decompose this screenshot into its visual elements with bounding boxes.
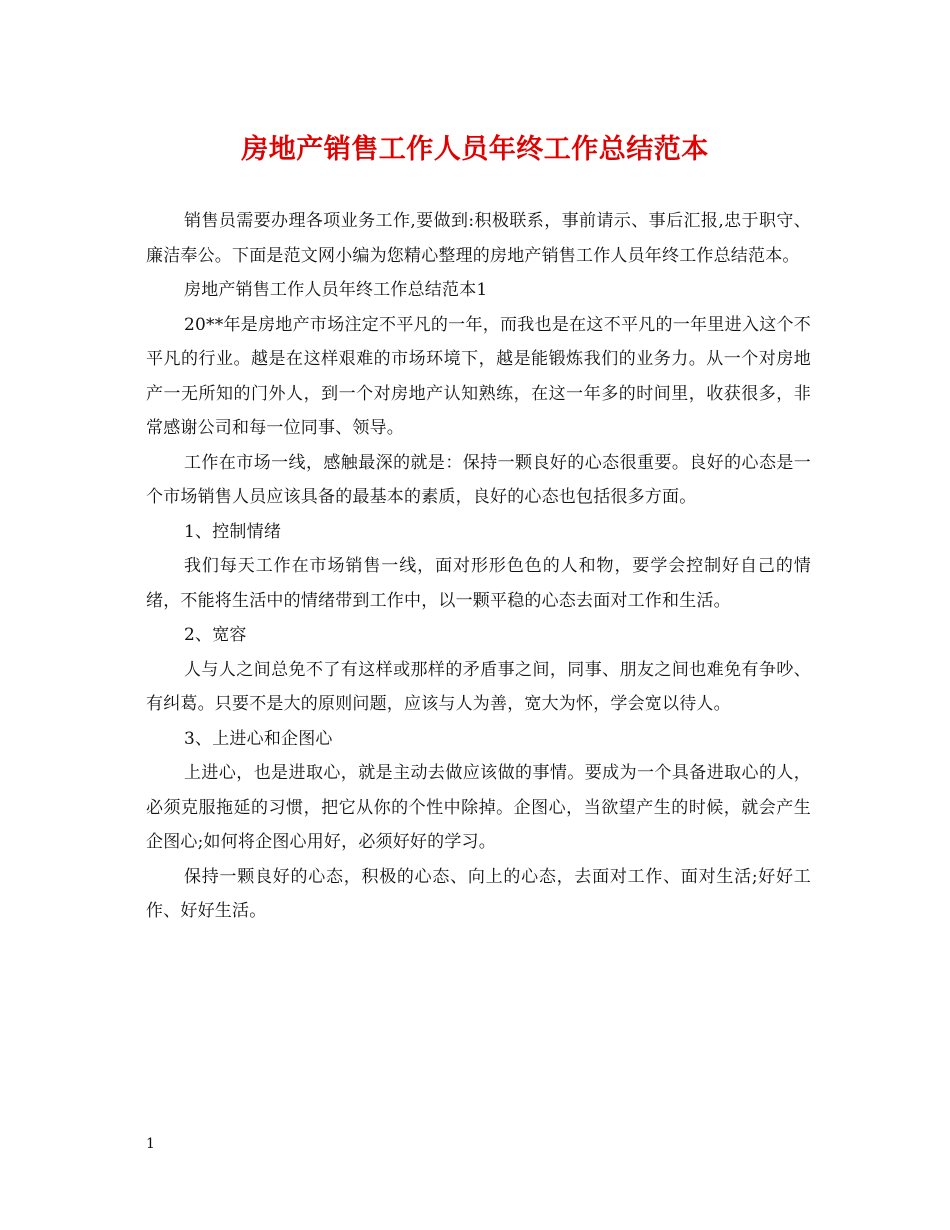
paragraph-year-overview: 20**年是房地产市场注定不平凡的一年，而我也是在这不平凡的一年里进入这个不平凡的行业。越是在这样艰难的市场环境下，越是能锻炼我们的业务力。从一个对房地产一无所知的门外人，到一个对房地产认知熟练，在这一年多的时间里，收获很多，非常感谢公司和每一位同事、领导。	[146, 314, 811, 438]
section-heading-sample-1: 房地产销售工作人员年终工作总结范本1	[184, 280, 488, 300]
document-title: 房地产销售工作人员年终工作总结范本	[241, 134, 709, 165]
subheading-tolerance: 2、宽容	[184, 625, 247, 645]
subheading-emotion-control: 1、控制情绪	[184, 521, 282, 542]
subheading-ambition: 3、上进心和企图心	[184, 728, 333, 749]
paragraph-tolerance: 人与人之间总免不了有这样或那样的矛盾事之间，同事、朋友之间也难免有争吵、有纠葛。只要不是大的原则问题，应该与人为善，宽大为怀，学会宽以待人。	[146, 659, 811, 714]
paragraph-intro: 销售员需要办理各项业务工作,要做到:积极联系，事前请示、事后汇报,忠于职守、廉洁奉公。下面是范文网小编为您精心整理的房地产销售工作人员年终工作总结范本。	[146, 211, 811, 266]
paragraph-ambition: 上进心，也是进取心，就是主动去做应该做的事情。要成为一个具备进取心的人，必须克服拖延的习惯，把它从你的个性中除掉。企图心，当欲望产生的时候，就会产生企图心;如何将企图心用好，必须好好的学习。	[146, 763, 811, 852]
paragraph-conclusion: 保持一颗良好的心态，积极的心态、向上的心态，去面对工作、面对生活;好好工作、好好生活。	[146, 866, 811, 921]
paragraph-mindset: 工作在市场一线，感触最深的就是：保持一颗良好的心态很重要。良好的心态是一个市场销售人员应该具备的最基本的素质，良好的心态也包括很多方面。	[146, 452, 811, 507]
document-body	[146, 204, 811, 929]
page-number: 1	[146, 1136, 155, 1152]
paragraph-emotion-control: 我们每天工作在市场销售一线，面对形形色色的人和物，要学会控制好自己的情绪，不能将生活中的情绪带到工作中，以一颗平稳的心态去面对工作和生活。	[146, 556, 811, 611]
